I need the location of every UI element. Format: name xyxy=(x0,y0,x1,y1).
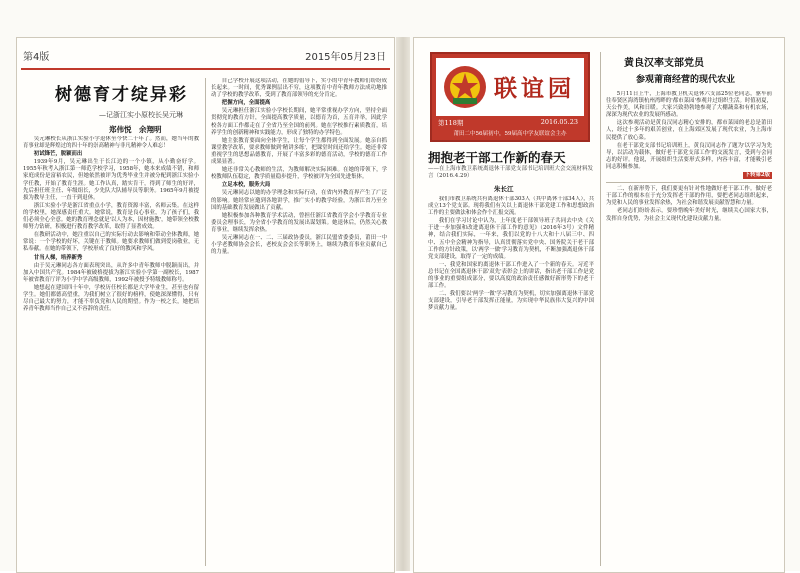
issue-number: 第118期 xyxy=(438,119,464,127)
left-page xyxy=(16,37,395,573)
article-column-2 xyxy=(211,78,387,566)
side-article-body xyxy=(606,91,772,531)
paragraph: 1939年9月，吴元琳出生于长江边的一个小镇，从小勤奋好学。1955年秋考入浙江第一师范学校学习，1958年，她本来成绩不错，和师家庭成份是富裕农民，但她依然被评为优秀毕业生并被分配到浙江实验小学任教，开始了教育生涯。她工作认真，踏实肯干，得到了师生的好评，先后担任班主任、年级组长，少先队大队辅导员等职务。1965年9月被提拔为教导主任，一直干到退休。 xyxy=(23,159,199,201)
paragraph: 她积极参加各种教育学术活动，曾担任浙江省教育学会小学教育专业委员会理事长，为全省小学教育的发展出谋划策。她退休后，仍然关心教育事业，继续发挥余热。 xyxy=(211,212,387,233)
paragraph: 在教研活动中，她注重以自己的实际行动去影响和带动全体教师，她常说：一个学校的好坏，关键在于教师。她要求教师们做到爱岗敬业，无私奉献。在她的带领下，学校形成了良好的教风和学风。 xyxy=(23,232,199,253)
lead-article-title: 拥抱老干部工作新的春天 xyxy=(428,150,566,165)
masthead-title: 联谊园 xyxy=(494,75,575,102)
school-emblem-icon xyxy=(442,64,488,110)
lead-article-subtitle: ——在上海市教卫系统离退休干部党支部书记培训班大会交流材料发言（2016.4.29） xyxy=(428,166,594,179)
masthead-panel xyxy=(436,58,584,116)
paragraph: 自己学校开展这项活动，在她的倡导下，实小的中青年教师们纷纷成长起来。一时间，优秀课例层出不穷，这项教育中青年教师方法成功地推动了学校的教学改革，受到了教育部领导的充分肯定。 xyxy=(211,78,387,99)
masthead xyxy=(430,52,590,142)
column-divider xyxy=(600,52,601,566)
paragraph: 5月11日上午，上海市教卫机关退休六支部25位老同志，驱车前往奉贤区海湾镇杭州湾畔的'都市菜园'参观并过组织生活。时值初夏，天公作美，风和日暖。大家兴致勃勃地参观了大棚蔬菜和有机农场，深深为现代农业的发展所感动。 xyxy=(606,91,772,119)
paragraph: 由于吴元琳同志各方面表现突出，从许多中青年教师中脱颖而出，并加入中国共产党。1984年被破格提拔为浙江实验小学第一副校长，1987年被省教育厅评为小学中学高级教师，1992年被授予特级教师称号。 xyxy=(23,262,199,283)
paragraph: 浙江实验小学是浙江省重点小学，教育资源丰富，名师云集。在这样的学校里，她深感责任重大。她常说，教育是良心事业，为了孩子们，我们必须全心全意。她的教育理念就是'以人为本，因材施教'，她带领全校教师努力钻研，积极进行教育教学改革，取得了显著成效。 xyxy=(23,202,199,231)
paragraph: 二、我们要以'两学一做'学习教育为契机，切实加强离退休干部党支部建设，引导老干部发挥正能量，为实现中华民族伟大复兴的中国梦贡献力量。 xyxy=(428,291,594,312)
lead-article-author: 朱长江 xyxy=(494,185,514,193)
section-heading: 甘当人梯，培养新秀 xyxy=(33,254,83,261)
article-title: 树德育才绽异彩 xyxy=(55,85,188,105)
header-rule xyxy=(21,68,390,70)
right-page xyxy=(413,37,785,573)
section-rule xyxy=(606,182,772,183)
side-article-subtitle: 参观莆商经营的现代农业 xyxy=(636,75,736,85)
paragraph: 我们在学习讨论中认为，上年度老干部领导班子共同去中央《关于进一步加强和改进离退休干部工作的意见》（2016年3号）文件精神，结合我们实际，一年来，我们以党的十八大和十八届三中、四中、五中全会精神为指导，认真贯彻落实党中央、国务院关于老干部工作的方针政策，以'两学一做'学习教育为契机，不断加强离退休干部党支部建设，取得了一定的成绩。 xyxy=(428,218,594,260)
page-section-label: 第4版 xyxy=(23,52,50,63)
paragraph: 二、在新形势下，我们要更有针对性地做好老干部工作。做好老干部工作的根本在于充分发挥老干部的作用，要把老同志组织起来，为党和人民的事业发挥余热，为社会和谐发展贡献智慧和力量。 xyxy=(606,186,772,207)
paragraph: 吴元琳同志在一、二、三届政协委员，浙江民盟省委委员，莆田一中小学老教师协会会长，老校友会会长等职务上，继续为教育事业贡献自己的力量。 xyxy=(211,234,387,256)
column-divider xyxy=(205,78,206,566)
article-subtitle: —记浙江实小原校长吴元琳 xyxy=(99,111,183,119)
article-authors: 郑伟悦 余翔明 xyxy=(109,125,162,134)
continued-note xyxy=(606,172,772,179)
paragraph: 在老干部党支部书记培训班上，黄良汉同志作了题为'以学习为先导，以活动为载体，做好老干部党支部工作'的交流发言，受到与会同志的好评。他说，开展组织生活要形式多样，内容丰富，才能吸引老同志积极参加。 xyxy=(606,142,772,170)
page-gutter xyxy=(396,37,410,571)
side-article-title: 黄良汉率支部党员 xyxy=(624,58,704,69)
paragraph: 一、我党和国家的离退休干部工作进入了一个新的春天。习近平总书记在全国离退休干部'双先'表彰会上的讲话，指出老干部工作是党的事业的重要组成部分，要以高度的政治责任感做好新形势下的老干部工作。 xyxy=(428,261,594,290)
paragraph: 她主张教育要面向全体学生，让每个学生都得到全面发展。她亲自抓课堂教学改革，要求教师做到'精讲多练'，把课堂时间还给学生。她还非常重视学生的思想品德教育，开展了丰富多彩的德育活动，学校的德育工作成果显著。 xyxy=(211,137,387,166)
paragraph: 我们市教卫系统共有离退休干部303人（其中离休干部34人），共成立13个党支部。现将我们有关以上离退休干部党建工作和思想政治工作的主要做法和体会作个汇报交流。 xyxy=(428,196,594,217)
section-heading: 把握方向，全面提高 xyxy=(221,100,271,107)
masthead-organizer: 莆田二中56届初中，59届高中学友联谊会主办 xyxy=(453,131,567,137)
paragraph: 老同志们纷纷表示，要珍惜晚年美好时光，继续关心国家大事，发挥自身优势，为社会主义现代化建设贡献力量。 xyxy=(606,208,772,222)
section-heading: 初试锋芒，脱颖而出 xyxy=(33,151,83,158)
lead-article-body xyxy=(428,196,594,566)
side-article xyxy=(606,52,774,531)
paragraph: 吴元琳同志以她的办学理念和实际行动，在省内外教育界产生了广泛的影响。她经常应邀到各地讲学，推广实小的教学经验，为浙江省乃至全国的基础教育发展做出了贡献。 xyxy=(211,190,387,211)
paragraph: 吴元琳校长从浙江实验小学退休至今快二十年了。然而，她当年的教育事业却是辉煌过的四十年的崇高精神与非凡精神令人难忘！ xyxy=(23,136,199,150)
paragraph: 这次参观活动是黄良汉同志精心安排的，都市菜园的老总是莆田人，经过十多年的艰苦创业，在上海郊区发展了现代农业，为上海市民提供了放心菜。 xyxy=(606,120,772,141)
issue-date: 2016.05.23 xyxy=(540,118,578,126)
paragraph: 她想起在建国四十年中，学校历任校长都是大学毕业生，甚至也有留学生。她们都德高望重，为我们树立了很好的榜样，使她深深懂得，只有尽自己最大的努力，才能不辜负党和人民的期望。作为一校之长，她把培养青年教师当作自己义不容辞的责任。 xyxy=(23,284,199,313)
article-column-1 xyxy=(23,136,199,566)
continued-badge: 下转第2版 xyxy=(744,172,770,179)
paragraph: 吴元琳担任浙江实验小学校长期间，她平常重视办学方向，坚持全面贯彻党的教育方针，全面提高教学质量，以德育为首，五育并举，因此学校各方面工作都走在了全省乃至全国的前列。她在学校推行素质教育，培养学生的创新精神和实践能力，形成了独特的办学特色。 xyxy=(211,108,387,136)
paragraph: 她还非常关心教师的生活，为教师解决实际困难。在她的带领下，学校教师队伍稳定，教学质量稳步提升，学校被评为全国先进集体。 xyxy=(211,167,387,181)
section-heading: 立足本校，服务大局 xyxy=(221,182,271,189)
page-date: 2015年05月23日 xyxy=(305,52,386,63)
